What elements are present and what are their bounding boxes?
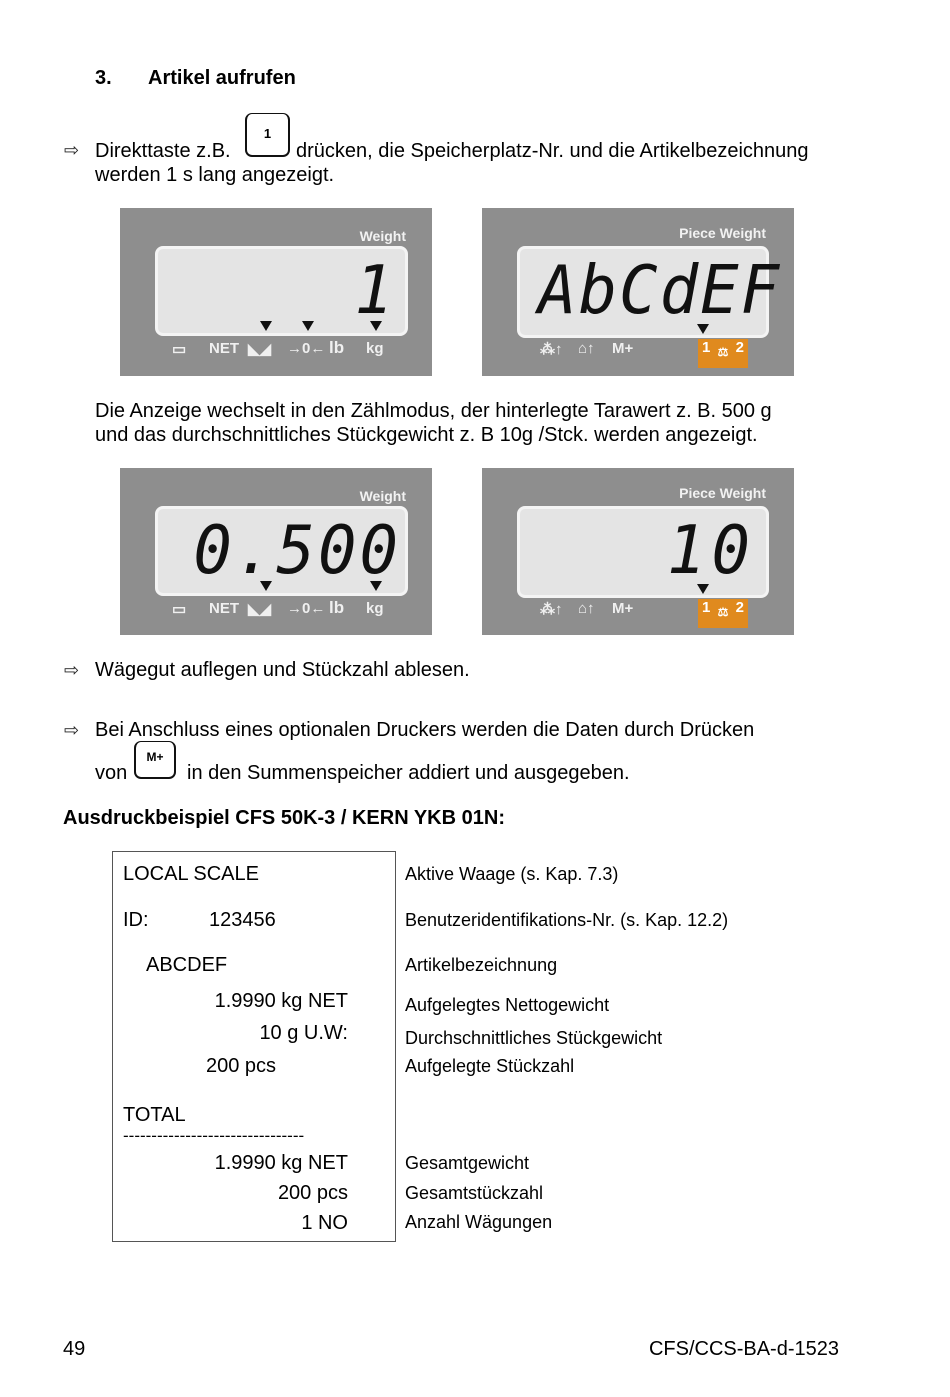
section-number: 3. (95, 67, 112, 89)
step1-text-before: Direkttaste z.B. (95, 140, 231, 162)
piece-weight-lcd (517, 506, 769, 598)
weight-display-panel (120, 208, 432, 376)
printout-scale: LOCAL SCALE (123, 863, 259, 885)
scale-switch-icon: ⚖ (717, 605, 729, 619)
weight-label: Weight (359, 488, 406, 504)
net-indicator: NET (209, 340, 239, 357)
printout-count: 1 NO (301, 1212, 348, 1234)
scale-switch-badge (698, 599, 748, 628)
printout-dashes: -------------------------------- (123, 1126, 305, 1145)
lb-indicator: lb (329, 598, 345, 617)
piece-weight-value: AbCdEF (538, 252, 782, 330)
zero-indicator: →0← (287, 340, 326, 357)
scale-switch-icon: ⚖ (717, 345, 729, 359)
desc-uw: Durchschnittliches Stückgewicht (405, 1028, 663, 1048)
accumulate-icon: ⁂↑ (540, 601, 563, 618)
printout-total-net: 1.9990 kg NET (214, 1152, 348, 1174)
desc-article: Artikelbezeichnung (405, 955, 558, 975)
section-title: Artikel aufrufen (148, 67, 296, 89)
memory-plus-indicator: M+ (612, 340, 634, 357)
battery-icon: ▭ (172, 341, 187, 358)
piece-weight-value: 10 (666, 512, 756, 590)
arrow-right-icon: ⇨ (64, 660, 80, 680)
example-heading: Ausdruckbeispiel CFS 50K-3 / KERN YKB 01N: (63, 807, 505, 829)
desc-scale: Aktive Waage (s. Kap. 7.3) (405, 864, 619, 884)
lb-indicator: lb (329, 338, 345, 357)
arrow-right-icon: ⇨ (64, 140, 80, 160)
stable-icon: ◣◢ (248, 601, 272, 618)
piece-weight-label: Piece Weight (679, 225, 766, 241)
badge-scale-1: 1 (702, 599, 711, 616)
printout-id-label: ID: (123, 909, 149, 931)
memory-plus-indicator: M+ (612, 600, 634, 617)
printout-net: 1.9990 kg NET (214, 990, 348, 1012)
tare-up-icon: ⌂↑ (578, 340, 595, 357)
kg-indicator: kg (366, 340, 384, 357)
printout-pcs: 200 pcs (206, 1055, 277, 1077)
piece-weight-display-panel (482, 468, 794, 635)
desc-total-net: Gesamtgewicht (405, 1153, 530, 1173)
badge-scale-1: 1 (702, 339, 711, 356)
document-code: CFS/CCS-BA-d-1523 (648, 1338, 839, 1360)
desc-pcs: Aufgelegte Stückzahl (405, 1056, 575, 1076)
indicator-triangle-icon (260, 321, 272, 331)
desc-count: Anzahl Wägungen (405, 1212, 553, 1232)
weight-label: Weight (359, 228, 406, 244)
badge-scale-2: 2 (735, 599, 744, 616)
printout-id-value: 123456 (209, 909, 276, 931)
piece-weight-display-panel (482, 208, 794, 376)
printout-uw: 10 g U.W: (259, 1022, 348, 1044)
accumulate-icon: ⁂↑ (540, 341, 563, 358)
battery-icon: ▭ (172, 601, 187, 618)
kg-indicator: kg (366, 600, 384, 617)
weight-display-panel (120, 468, 432, 635)
step4-von: von (95, 762, 128, 784)
weight-value: 1 (354, 252, 399, 330)
printout-total-pcs: 200 pcs (277, 1182, 348, 1204)
step4-line1: Bei Anschluss eines optionalen Druckers werden die Daten durch Drücken (95, 719, 755, 741)
tare-up-icon: ⌂↑ (578, 600, 595, 617)
scale-switch-badge (698, 339, 748, 368)
weight-value: 0.500 (193, 512, 401, 590)
para2-line2: und das durchschnittliches Stückgewicht z. B 10g /Stck. werden angezeigt. (95, 424, 758, 446)
piece-weight-label: Piece Weight (679, 485, 766, 501)
arrow-right-icon: ⇨ (64, 720, 80, 740)
stable-icon: ◣◢ (248, 341, 272, 358)
desc-id: Benutzeridentifikations-Nr. (s. Kap. 12.2) (405, 910, 729, 930)
page-number: 49 (63, 1338, 86, 1360)
key-1-icon: 1 (245, 113, 290, 157)
printout-total: TOTAL (123, 1104, 186, 1126)
desc-total-pcs: Gesamtstückzahl (405, 1183, 544, 1203)
indicator-triangle-icon (370, 581, 382, 591)
indicator-triangle-icon (370, 321, 382, 331)
printout-article: ABCDEF (146, 954, 228, 976)
step1-text-line2: werden 1 s lang angezeigt. (95, 164, 335, 186)
piece-weight-lcd (517, 246, 782, 338)
key-memory-plus-icon: M+ (134, 741, 176, 779)
indicator-triangle-icon (260, 581, 272, 591)
indicator-triangle-icon (697, 584, 709, 594)
step4-after: in den Summenspeicher addiert und ausgegeben. (187, 762, 630, 784)
net-indicator: NET (209, 600, 239, 617)
step1-text-after: drücken, die Speicherplatz-Nr. und die Artikelbezeichnung (296, 140, 809, 162)
badge-scale-2: 2 (735, 339, 744, 356)
para2-line1: Die Anzeige wechselt in den Zählmodus, der hinterlegte Tarawert z. B. 500 g (95, 400, 772, 422)
desc-net: Aufgelegtes Nettogewicht (405, 995, 610, 1015)
step3-text: Wägegut auflegen und Stückzahl ablesen. (95, 659, 470, 681)
indicator-triangle-icon (302, 321, 314, 331)
indicator-triangle-icon (697, 324, 709, 334)
zero-indicator: →0← (287, 600, 326, 617)
